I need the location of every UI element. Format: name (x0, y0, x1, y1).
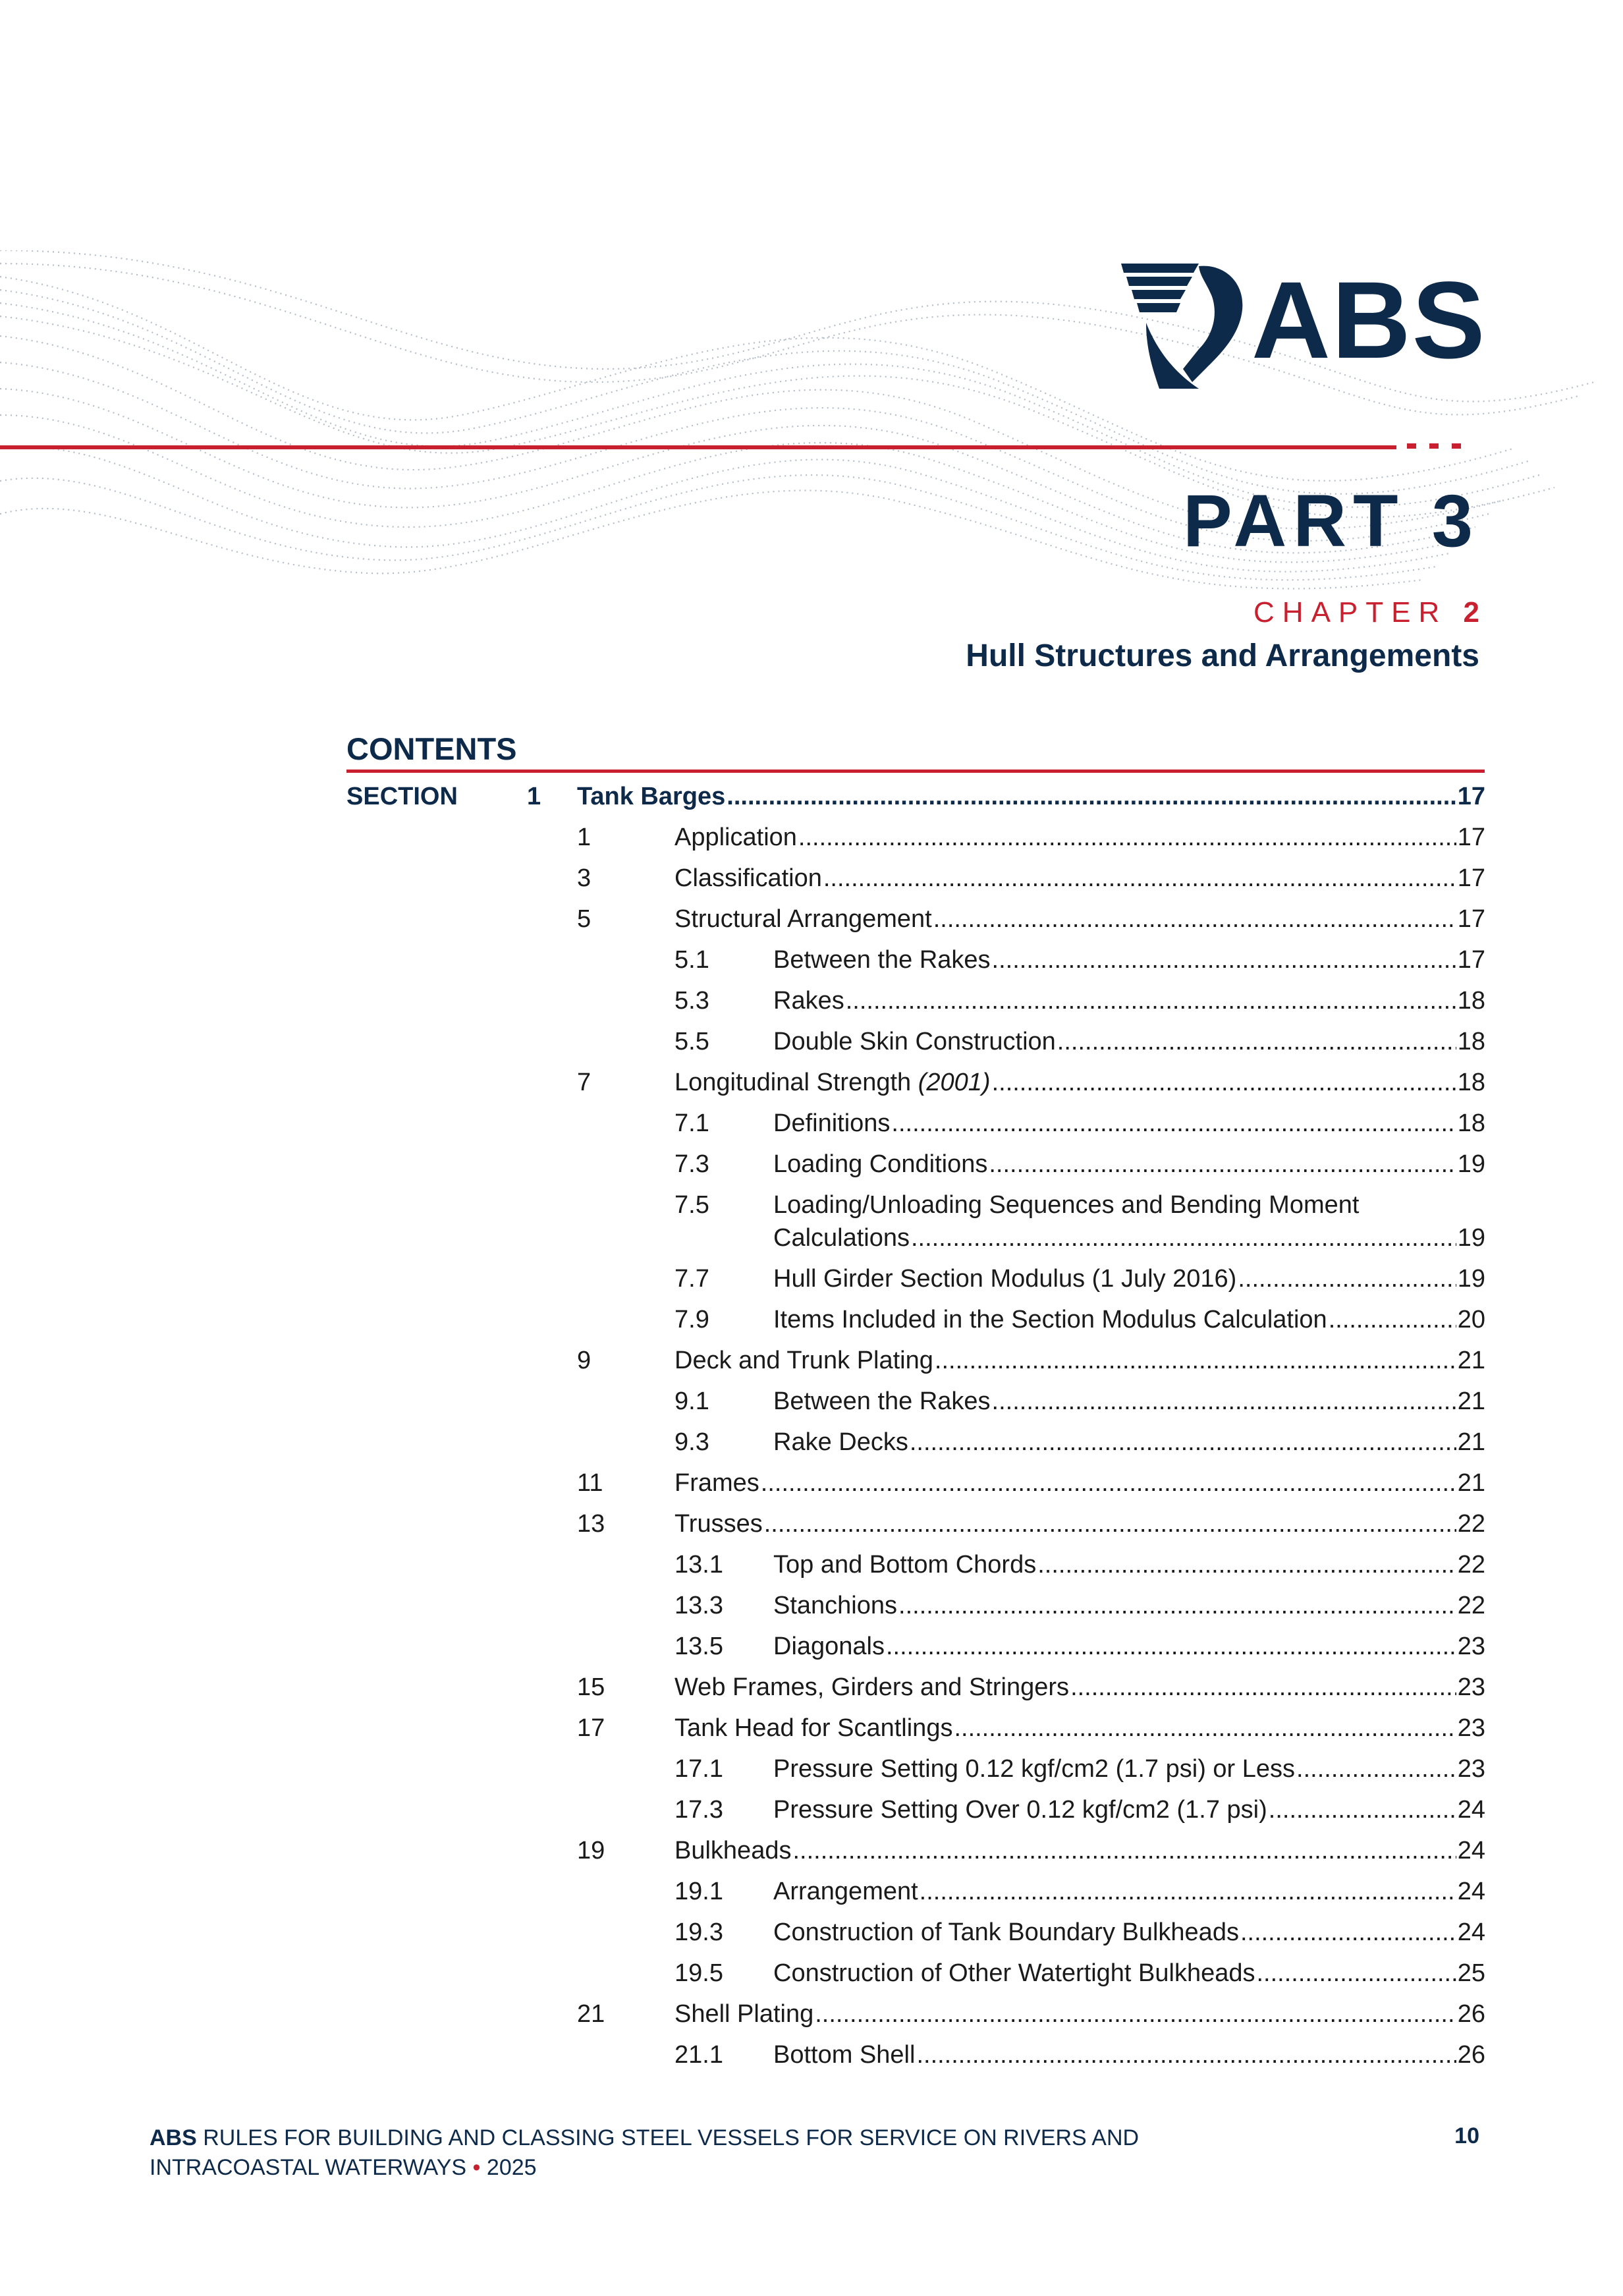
toc-page: 18 (1457, 1069, 1485, 1096)
toc-page: 21 (1457, 1469, 1485, 1497)
toc-subentry[interactable] (773, 1879, 1485, 1904)
leader-dots (1240, 1920, 1456, 1945)
leader-dots (933, 907, 1456, 932)
toc-subentry[interactable] (773, 1797, 1485, 1822)
toc-title: Web Frames, Girders and Stringers (674, 1673, 1070, 1701)
leader-dots (761, 1470, 1456, 1496)
leader-dots (1238, 1266, 1456, 1291)
toc-page: 21 (1457, 1428, 1485, 1456)
toc-entry[interactable] (674, 1838, 1485, 1863)
toc-number: 7.5 (674, 1191, 709, 1219)
toc-page: 24 (1457, 1796, 1485, 1824)
page-number: 10 (1454, 2123, 1479, 2148)
header-red-rule (0, 445, 1396, 449)
toc-number: 7 (577, 1069, 591, 1096)
toc-subentry[interactable] (773, 1111, 1485, 1136)
toc-title: Shell Plating (674, 2000, 814, 2028)
toc-number: 5 (577, 905, 591, 933)
toc-subentry[interactable] (773, 1593, 1485, 1618)
toc-entry[interactable] (674, 1470, 1485, 1496)
leader-dots (815, 2002, 1456, 2027)
abs-logo (1120, 257, 1489, 395)
footer-document-title (150, 2123, 1309, 2183)
toc-number: 1 (577, 824, 591, 851)
toc-title (674, 1070, 991, 1095)
toc-page: 22 (1457, 1510, 1485, 1538)
toc-title: Pressure Setting Over 0.12 kgf/cm2 (1.7 psi) (773, 1796, 1267, 1824)
leader-dots (891, 1111, 1456, 1136)
toc-title: Construction of Other Watertight Bulkheads (773, 1959, 1255, 1987)
toc-page: 18 (1457, 1028, 1485, 1055)
toc-page: 24 (1457, 1878, 1485, 1905)
toc-title: Definitions (773, 1109, 891, 1137)
toc-number: 5.3 (674, 987, 709, 1015)
toc-title: Bottom Shell (773, 2041, 916, 2069)
leader-dots (846, 988, 1456, 1013)
footer-brand: ABS (150, 2125, 197, 2150)
toc-page: 19 (1457, 1265, 1485, 1293)
toc-page: 20 (1457, 1306, 1485, 1333)
toc-page: 21 (1457, 1387, 1485, 1415)
toc-page: 18 (1457, 987, 1485, 1015)
toc-subentry[interactable] (773, 988, 1485, 1013)
toc-title: Diagonals (773, 1633, 885, 1660)
toc-entry[interactable] (674, 825, 1485, 850)
header-red-dashes (1407, 442, 1461, 450)
footer-year: 2025 (486, 2155, 537, 2180)
toc-title: Pressure Setting 0.12 kgf/cm2 (1.7 psi) or Less (773, 1755, 1296, 1783)
toc-page: 26 (1457, 2041, 1485, 2069)
toc-subentry[interactable] (773, 1756, 1485, 1781)
toc-section-entry[interactable] (577, 784, 1485, 809)
toc-number: 21.1 (674, 2041, 723, 2069)
leader-dots (727, 784, 1456, 809)
leader-dots (954, 1716, 1456, 1741)
toc-number: 11 (577, 1469, 603, 1497)
toc-title: Construction of Tank Boundary Bulkheads (773, 1918, 1239, 1946)
toc-page: 25 (1457, 1959, 1485, 1987)
leader-dots (989, 1152, 1456, 1177)
toc-subentry[interactable] (773, 1430, 1485, 1455)
toc-title: Rake Decks (773, 1428, 908, 1456)
toc-number: 3 (577, 864, 591, 892)
leader-dots (992, 1070, 1456, 1095)
toc-title: Application (674, 824, 797, 851)
leader-dots (910, 1430, 1456, 1455)
toc-subentry[interactable] (773, 2042, 1485, 2067)
toc-title: Rakes (773, 987, 844, 1015)
leader-dots (920, 1879, 1456, 1904)
toc-title: Classification (674, 864, 822, 892)
toc-number: 13 (577, 1510, 605, 1538)
toc-title: Bulkheads (674, 1837, 792, 1864)
toc-title: Structural Arrangement (674, 905, 932, 933)
toc-subentry[interactable] (773, 1389, 1485, 1414)
section-label: SECTION (346, 783, 458, 810)
toc-title: Top and Bottom Chords (773, 1551, 1037, 1579)
leader-dots (1269, 1797, 1456, 1822)
toc-title-italic: (2001) (918, 1069, 991, 1096)
toc-number: 17 (577, 1714, 605, 1742)
toc-title: Frames (674, 1469, 759, 1497)
toc-entry[interactable] (674, 2002, 1485, 2027)
toc-number: 19 (577, 1837, 605, 1864)
leader-dots (1057, 1029, 1456, 1054)
chapter-word: CHAPTER (1253, 596, 1448, 629)
toc-number: 9 (577, 1347, 591, 1374)
toc-number: 7.7 (674, 1265, 709, 1293)
toc-page: 23 (1457, 1633, 1485, 1660)
footer-separator: • (472, 2155, 481, 2180)
toc-title: Items Included in the Section Modulus Calculation (773, 1306, 1327, 1333)
toc-page: 18 (1457, 1109, 1485, 1137)
logo-wordmark: ABS (1252, 260, 1487, 381)
toc-title: Calculations (773, 1224, 910, 1252)
toc-subentry[interactable] (773, 1029, 1485, 1054)
toc-title: Double Skin Construction (773, 1028, 1056, 1055)
footer-title-line1: RULES FOR BUILDING AND CLASSING STEEL VESSELS FOR SERVICE ON RIVERS AND (203, 2125, 1140, 2150)
toc-page: 17 (1457, 864, 1485, 892)
toc-page: 17 (1457, 905, 1485, 933)
toc-number: 9.3 (674, 1428, 709, 1456)
toc-page: 19 (1457, 1224, 1485, 1252)
toc-entry[interactable] (674, 1716, 1485, 1741)
toc-subentry[interactable] (773, 1920, 1485, 1945)
toc-number: 13.1 (674, 1551, 723, 1579)
chapter-title: Hull Structures and Arrangements (966, 638, 1479, 673)
toc-entry[interactable] (674, 907, 1485, 932)
toc-title: Deck and Trunk Plating (674, 1347, 933, 1374)
toc-number: 17.3 (674, 1796, 723, 1824)
leader-dots (992, 1389, 1456, 1414)
toc-title: Tank Head for Scantlings (674, 1714, 953, 1742)
toc-number: 21 (577, 2000, 605, 2028)
toc-page: 19 (1457, 1150, 1485, 1178)
leader-dots (798, 825, 1456, 850)
toc-title: Stanchions (773, 1592, 898, 1619)
leader-dots (1257, 1961, 1456, 1986)
leader-dots (911, 1225, 1456, 1250)
toc-title: Hull Girder Section Modulus (1 July 2016) (773, 1265, 1237, 1293)
eagle-emblem-icon (1120, 257, 1252, 395)
toc-number: 5.5 (674, 1028, 709, 1055)
toc-number: 19.3 (674, 1918, 723, 1946)
toc-title: Tank Barges (577, 783, 726, 810)
toc-page: 17 (1457, 783, 1485, 810)
toc-title: Between the Rakes (773, 1387, 991, 1415)
toc-number: 7.3 (674, 1150, 709, 1178)
leader-dots (935, 1348, 1456, 1373)
toc-entry[interactable] (674, 1511, 1485, 1536)
toc-number: 7.9 (674, 1306, 709, 1333)
chapter-number: 2 (1463, 596, 1479, 629)
chapter-label (1253, 598, 1479, 627)
toc-subentry[interactable] (773, 947, 1485, 972)
toc-subentry[interactable] (773, 1307, 1485, 1332)
toc-title-text: Longitudinal Strength (674, 1069, 912, 1096)
toc-page: 22 (1457, 1592, 1485, 1619)
toc-entry[interactable] (674, 1675, 1485, 1700)
toc-number: 9.1 (674, 1387, 709, 1415)
toc-number: 17.1 (674, 1755, 723, 1783)
leader-dots (886, 1634, 1456, 1659)
toc-number: 19.1 (674, 1878, 723, 1905)
toc-subentry[interactable] (773, 1552, 1485, 1577)
toc-page: 26 (1457, 2000, 1485, 2028)
leader-dots (1329, 1307, 1456, 1332)
toc-number: 5.1 (674, 946, 709, 974)
toc-entry[interactable] (674, 1348, 1485, 1373)
leader-dots (764, 1511, 1456, 1536)
toc-subentry[interactable] (773, 1634, 1485, 1659)
leader-dots (1037, 1552, 1456, 1577)
leader-dots (916, 2042, 1456, 2067)
toc-entry[interactable] (674, 866, 1485, 891)
toc-title: Arrangement (773, 1878, 918, 1905)
toc-title: Loading Conditions (773, 1150, 988, 1178)
toc-page: 22 (1457, 1551, 1485, 1579)
toc-number: 13.5 (674, 1633, 723, 1660)
part-title: PART 3 (1183, 480, 1479, 562)
toc-number: 13.3 (674, 1592, 723, 1619)
contents-rule (346, 770, 1485, 773)
toc-title: Between the Rakes (773, 946, 991, 974)
toc-subentry[interactable] (773, 1225, 1485, 1250)
leader-dots (898, 1593, 1456, 1618)
leader-dots (1296, 1756, 1456, 1781)
toc-page: 24 (1457, 1918, 1485, 1946)
section-number: 1 (527, 783, 541, 810)
toc-number: 7.1 (674, 1109, 709, 1137)
toc-entry[interactable] (674, 1070, 1485, 1095)
toc-page: 23 (1457, 1714, 1485, 1742)
footer-title-line2: INTRACOASTAL WATERWAYS (150, 2155, 467, 2180)
toc-page: 21 (1457, 1347, 1485, 1374)
toc-subentry[interactable] (773, 1961, 1485, 1986)
toc-page: 17 (1457, 946, 1485, 974)
leader-dots (1070, 1675, 1456, 1700)
toc-page: 23 (1457, 1673, 1485, 1701)
toc-number: 15 (577, 1673, 605, 1701)
toc-subentry[interactable] (773, 1266, 1485, 1291)
toc-page: 24 (1457, 1837, 1485, 1864)
toc-page: 23 (1457, 1755, 1485, 1783)
toc-title: Trusses (674, 1510, 763, 1538)
toc-number: 19.5 (674, 1959, 723, 1987)
toc-subentry[interactable] (773, 1152, 1485, 1177)
contents-heading: CONTENTS (346, 731, 517, 766)
toc-page: 17 (1457, 824, 1485, 851)
toc-title-line1[interactable]: Loading/Unloading Sequences and Bending Moment (773, 1191, 1360, 1219)
leader-dots (992, 947, 1456, 972)
leader-dots (792, 1838, 1456, 1863)
leader-dots (823, 866, 1456, 891)
